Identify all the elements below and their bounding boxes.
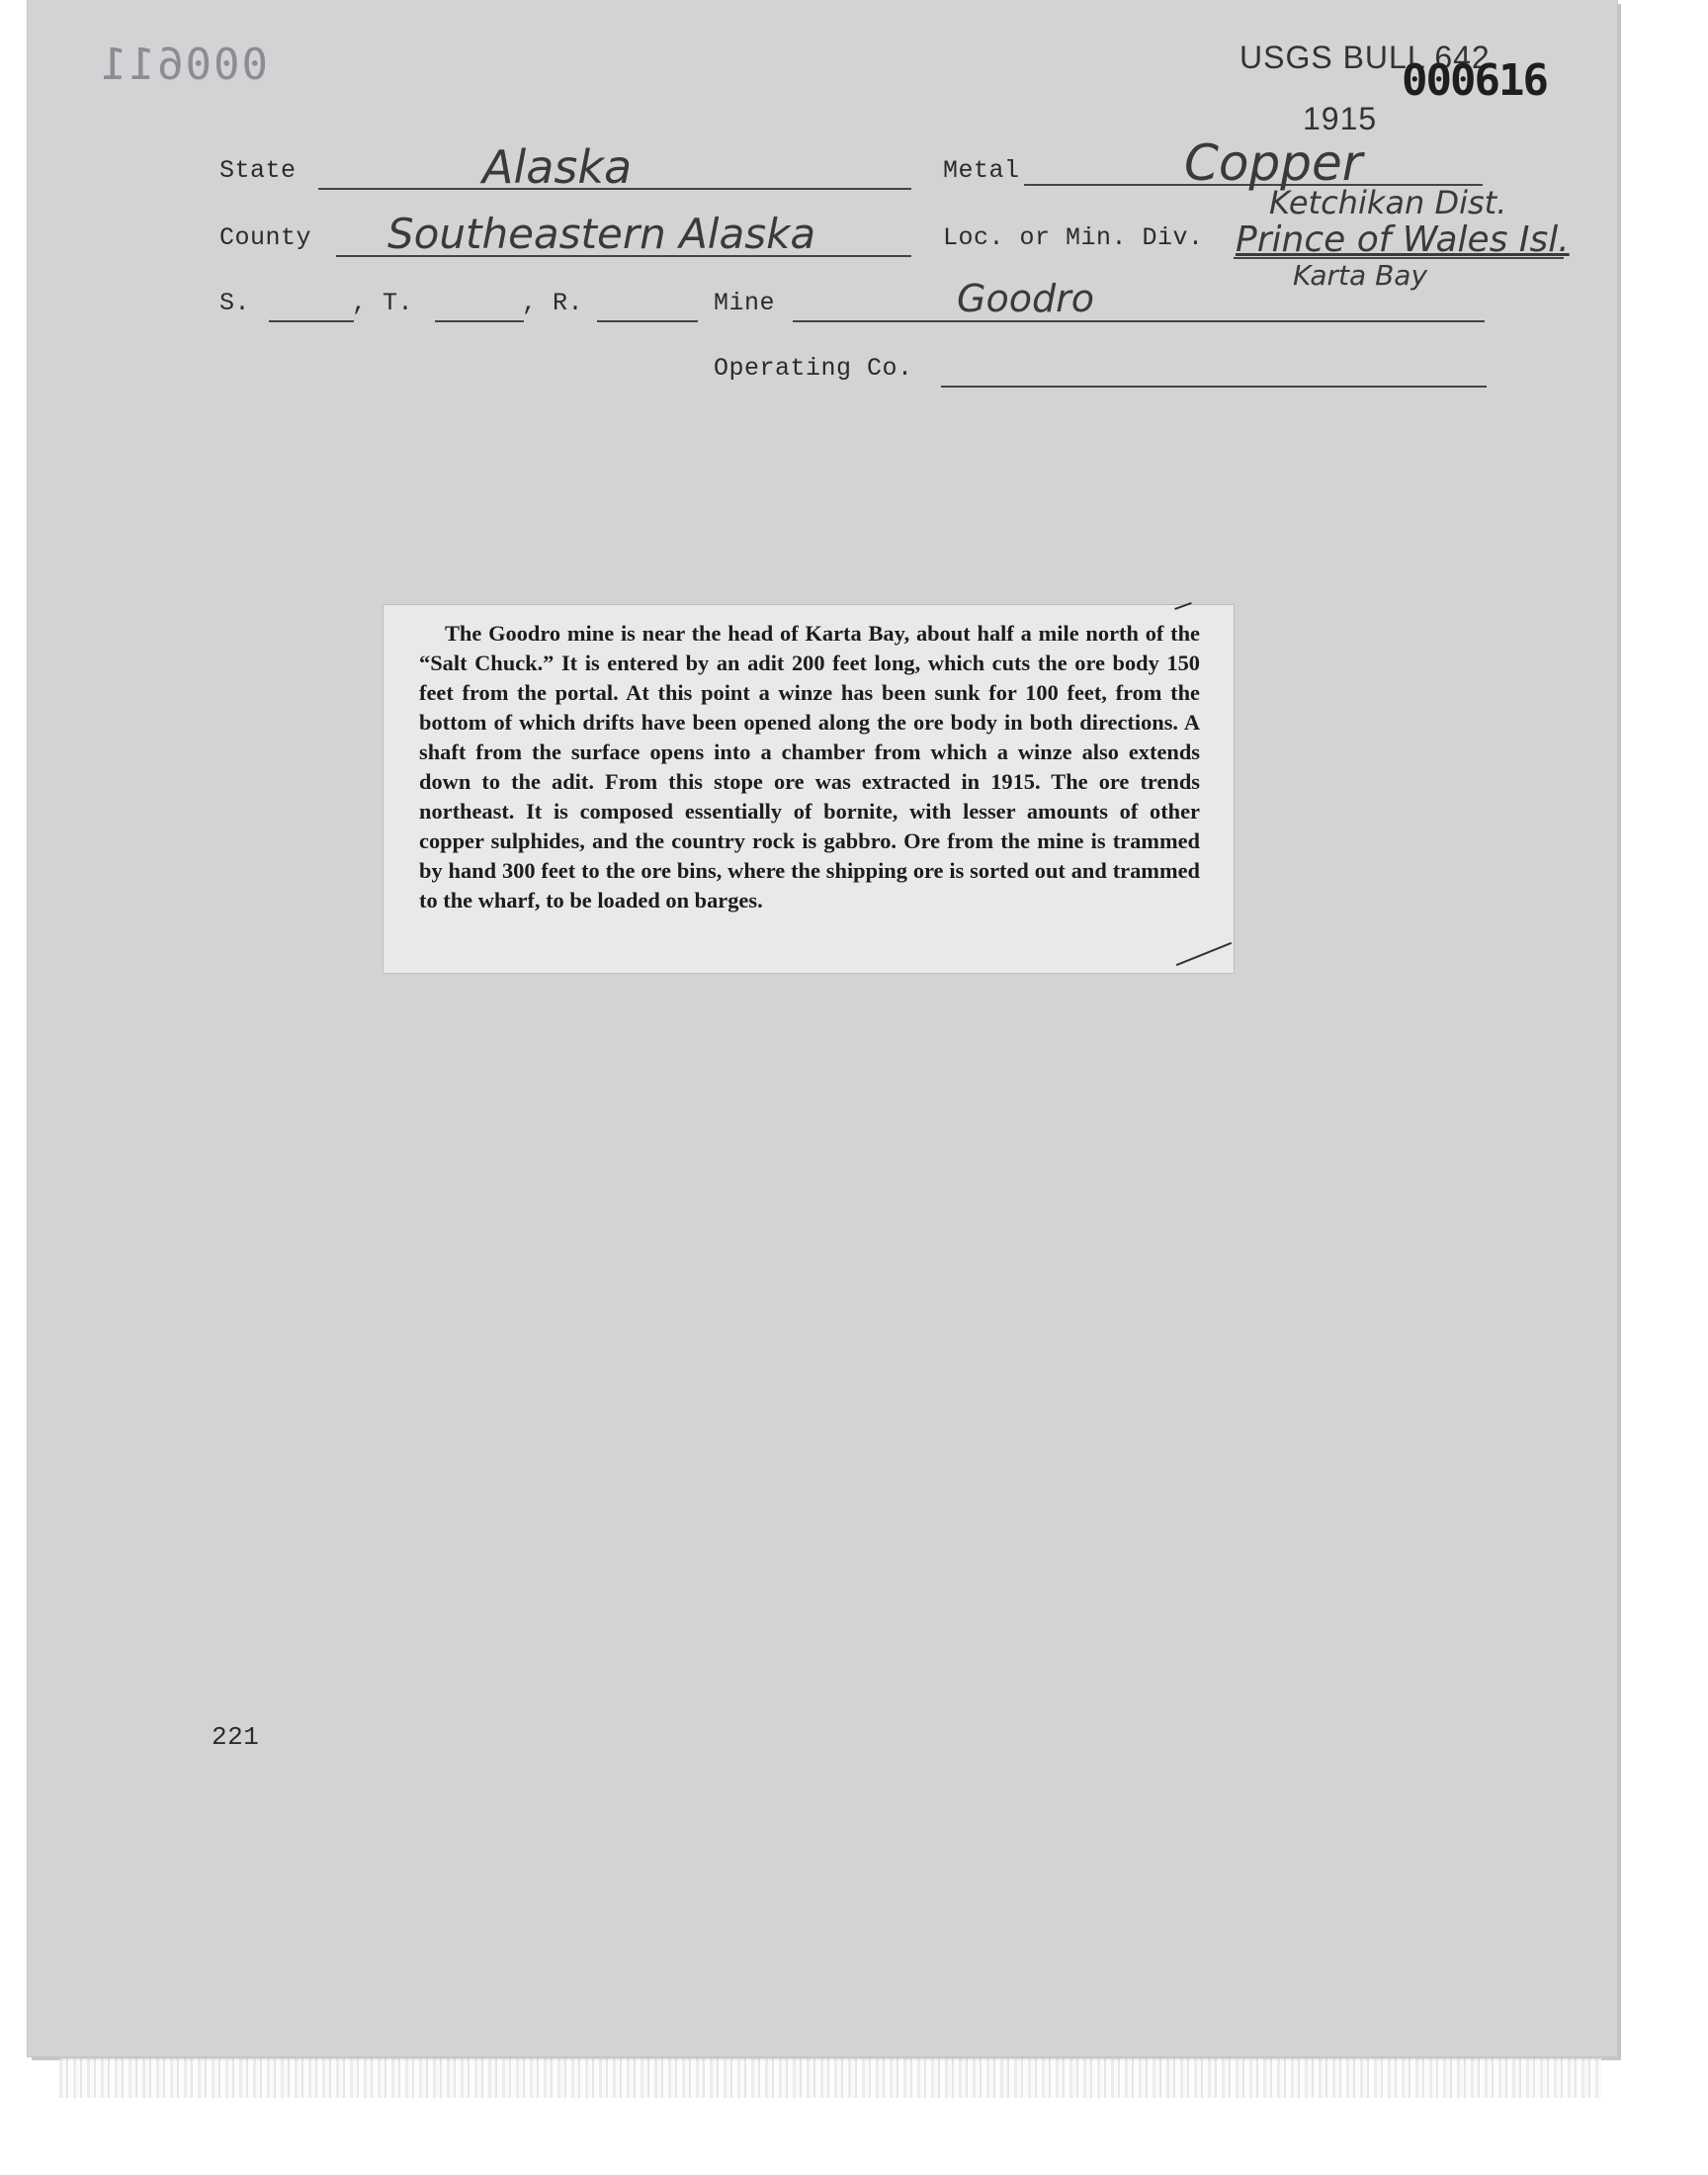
- operating-company-label: Operating Co.: [714, 354, 913, 383]
- township-label: , T.: [352, 289, 414, 317]
- county-label: County: [219, 223, 312, 252]
- text-clipping: [384, 605, 1234, 973]
- metal-value: Copper: [1184, 134, 1363, 192]
- mine-label: Mine: [714, 289, 776, 317]
- record-card: [28, 0, 1617, 2056]
- county-value: Southeastern Alaska: [387, 210, 816, 258]
- loc-label: Loc. or Min. Div.: [943, 223, 1204, 252]
- loc-value-island: Prince of Wales Isl.: [1236, 219, 1570, 260]
- mine-line: [793, 320, 1485, 322]
- record-number-stamp: 000616: [1402, 55, 1547, 106]
- year: 1915: [1303, 101, 1378, 136]
- operating-company-line: [941, 386, 1487, 388]
- state-label: State: [219, 156, 297, 185]
- page-number: 221: [212, 1722, 260, 1752]
- mirrored-stamp-number: 000611: [99, 40, 268, 90]
- mine-value: Goodro: [957, 277, 1094, 320]
- section-label: S.: [219, 289, 251, 317]
- state-value: Alaska: [482, 140, 633, 194]
- range-label: , R.: [522, 289, 584, 317]
- source-reference: USGS BULL 642: [1239, 40, 1491, 75]
- loc-value-district: Ketchikan Dist.: [1269, 184, 1507, 221]
- scan-edge: [59, 2058, 1601, 2098]
- loc-value-bay: Karta Bay: [1293, 259, 1428, 292]
- range-line: [597, 320, 698, 322]
- township-line: [435, 320, 524, 322]
- clipping-text: The Goodro mine is near the head of Karta Bay, about half a mile north of the “Salt Chuck.” It is entered by an adit 200 feet long, which cuts the ore body 150 feet from the portal. At this point a winze has been sunk for 100 feet, from the bottom of which drifts have been opened along the ore body in both directions. A shaft from the surface opens into a chamber from which a winze also extends down to the adit. From this stope ore was extracted in 1915. The ore trends northeast. It is composed essentially of bornite, with lesser amounts of other copper sulphides, and the country rock is gabbro. Ore from the mine is trammed by hand 300 feet to the ore bins, where the shipping ore is sorted out and trammed to the wharf, to be loaded on barges.: [419, 621, 1200, 913]
- metal-label: Metal: [943, 156, 1020, 185]
- section-line: [269, 320, 354, 322]
